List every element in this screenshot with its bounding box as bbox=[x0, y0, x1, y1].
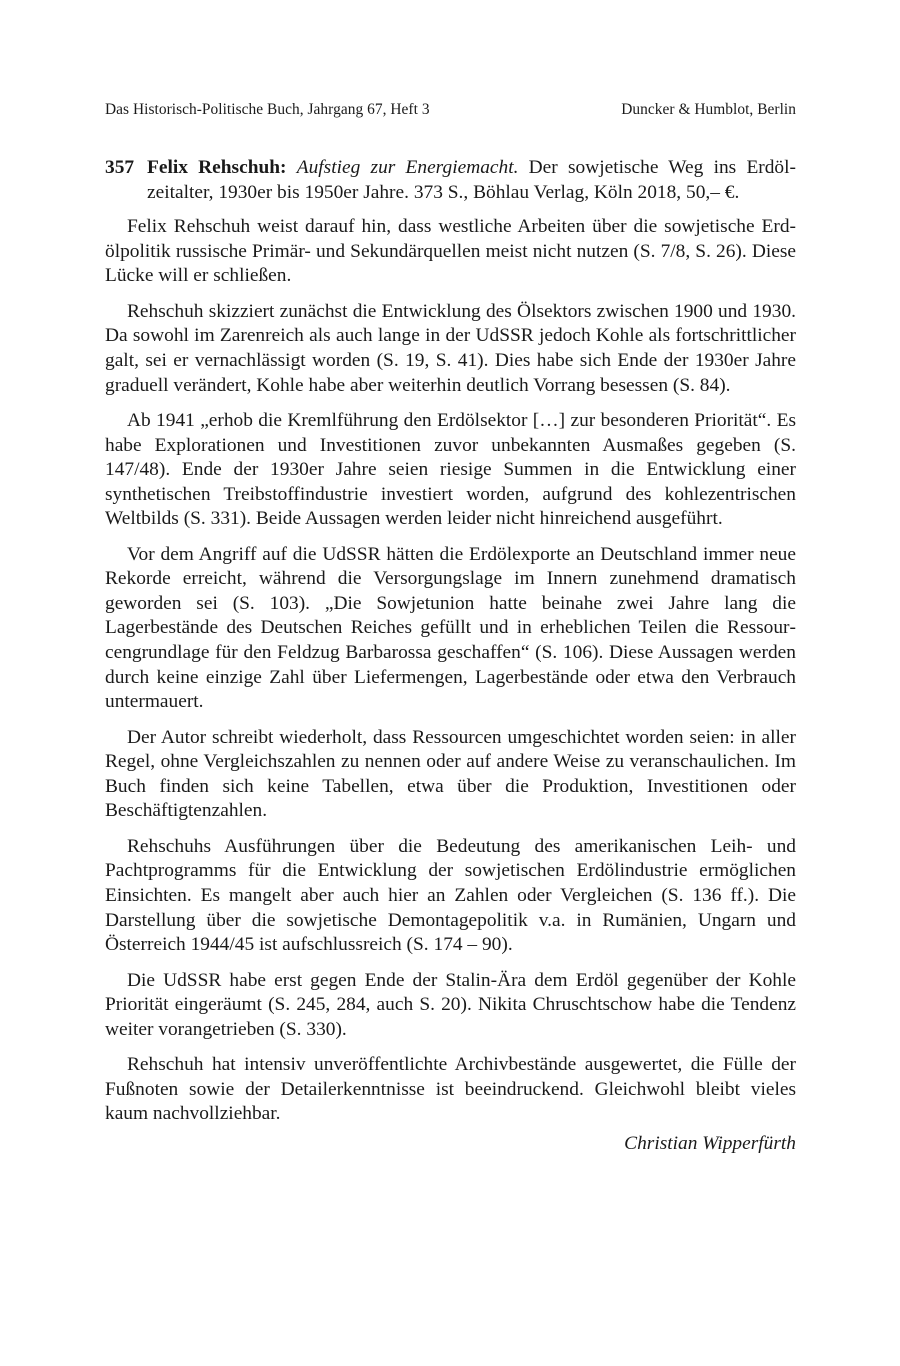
review-entry bbox=[105, 156, 796, 1156]
review-paragraph: Rehschuh skizziert zunächst die Entwicklung des Ölsektors zwischen 1900 und 1930. Da sowohl im Zarenreich als auch lange in der UdSSR jedoch Kohle als fortschrittlicher galt, sei er vernachlässigt worden (S. 19, S. 41). Dies habe sich Ende der 1930er Jahre graduell verändert, Kohle habe aber weiterhin deutlich Vorrang besessen (S. 84). bbox=[105, 300, 796, 396]
reviewer-signature: Christian Wipperfürth bbox=[624, 1132, 796, 1154]
review-paragraph: Der Autor schreibt wiederholt, dass Ressourcen umgeschichtet worden seien: in aller Regel, ohne Vergleichszahlen zu nennen oder auf andere Weise zu veranschaulichen. Im Buch finden sich keine Tabellen, etwa über die Produktion, Investitionen oder Beschäftigtenzahlen. bbox=[105, 726, 796, 822]
book-author: Felix Rehschuh: bbox=[147, 157, 287, 178]
book-details: Der sowjetische Weg ins Erdölzeitalter, 1930er bis 1950er Jahre. 373 S., Böhlau Verlag, Köln 2018, 50,– €. bbox=[147, 157, 796, 203]
review-paragraph: Die UdSSR habe erst gegen Ende der Stalin-Ära dem Erdöl gegenüber der Kohle Priorität eingeräumt (S. 245, 284, auch S. 20). Nikita Chruschtschow habe die Tendenz weiter vorangetrieben (S. 330). bbox=[105, 969, 796, 1040]
review-paragraph: Rehschuhs Ausführungen über die Bedeutung des amerikanischen Leih- und Pachtprogramms für die Entwicklung der sowjetischen Erdölindustrie ermöglichen Einsichten. Es mangelt aber auch hier an Zahlen oder Vergleichen (S. 136 ff.). Die Darstellung über die sowjetische Demontagepolitik v.a. in Rumänien, Ungarn und Österreich 1944/45 ist aufschlussreich (S. 174 – 90). bbox=[105, 835, 796, 956]
review-paragraph: Felix Rehschuh weist darauf hin, dass westliche Arbeiten über die sowjetische Erdölpolitik russische Primär- und Sekundärquellen meist nicht nutzen (S. 7/8, S. 26). Diese Lücke will er schließen. bbox=[105, 216, 796, 287]
review-paragraph: Vor dem Angriff auf die UdSSR hätten die Erdölexporte an Deutschland immer neue Rekorde erreicht, während die Versorgungslage im Innern zunehmend dramatisch geworden sei (S. 103). „Die Sowjetunion hatte beinahe zwei Jahre lang die Lagerbestände des Deutschen Reiches gefüllt und in erheblichen Teilen die Ressourcengrundlage für den Feldzug Barbarossa geschaffen“ (S. 106). Diese Aussagen werden durch keine einzige Zahl über Liefermengen, Lagerbestände oder etwa den Verbrauch untermauert. bbox=[105, 543, 796, 713]
journal-title: Das Historisch-Politische Buch, Jahrgang 67, Heft 3 bbox=[105, 101, 430, 118]
running-head bbox=[105, 100, 796, 120]
entry-number: 357 bbox=[105, 157, 135, 178]
bibliographic-entry bbox=[105, 156, 796, 205]
book-title: Aufstieg zur Energiemacht. bbox=[296, 157, 519, 178]
review-paragraph: Rehschuh hat intensiv unveröffentlichte Archivbestände ausgewertet, die Fülle der Fußnoten sowie der Detailerkenntnisse ist beeindruckend. Gleichwohl bleibt vieles kaum nachvollziehbar. bbox=[105, 1054, 796, 1125]
review-paragraph: Ab 1941 „erhob die Kremlführung den Erdölsektor […] zur besonderen Priorität“. Es habe Explorationen und Investitionen zuvor unbekannten Ausmaßes gegeben (S. 147/48). Ende der 1930er Jahre seien riesige Summen in die Entwicklung einer synthetischen Treibstoffindustrie investiert worden, aufgrund des kohlezentrischen Weltbilds (S. 331). Beide Aussagen werden leider nicht hinreichend ausgeführt. bbox=[105, 409, 796, 530]
publisher-name: Duncker & Humblot, Berlin bbox=[621, 101, 796, 118]
